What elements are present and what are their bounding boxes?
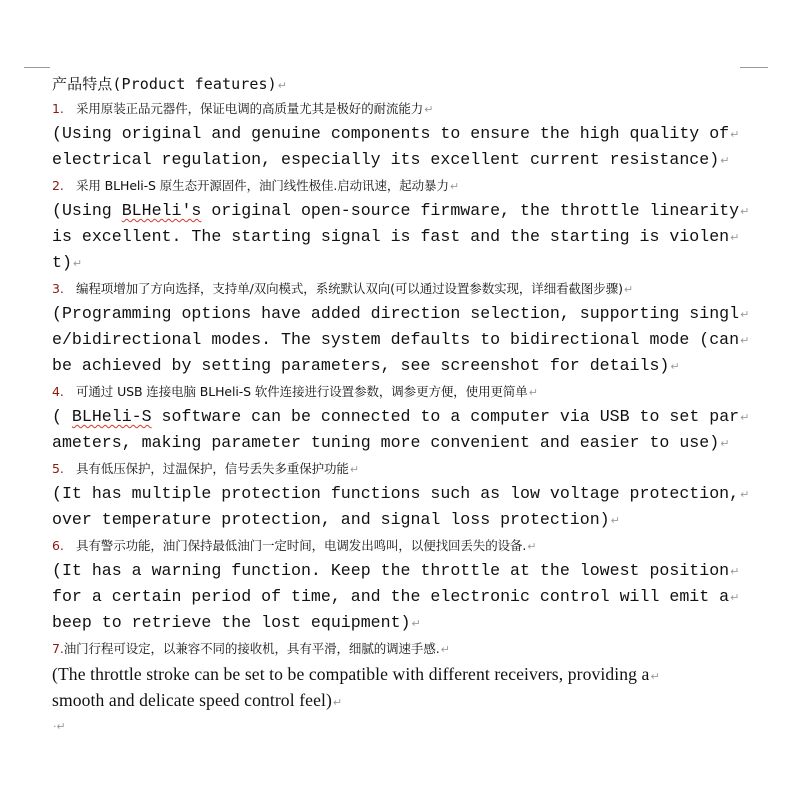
- line-text: (Programming options have added direction selection, supporting singl: [52, 304, 740, 323]
- line-text: over temperature protection, and signal loss protection): [52, 510, 610, 529]
- paragraph-mark-icon: ↵: [670, 360, 680, 373]
- paragraph-mark-icon: ↵: [527, 540, 537, 553]
- paragraph-mark-icon: ↵: [740, 488, 750, 501]
- feature-line-english: [52, 301, 752, 327]
- feature-line-english: [52, 121, 752, 147]
- feature-line-english: [52, 481, 752, 507]
- line-text: e/bidirectional modes. The system defaults to bidirectional mode (can: [52, 330, 740, 349]
- paragraph-mark-icon: ↵: [349, 463, 359, 476]
- line-text: electrical regulation, especially its excellent current resistance): [52, 150, 720, 169]
- line-text: (It has a warning function. Keep the throttle at the lowest position: [52, 561, 730, 580]
- paragraph-mark-icon: ↵: [730, 128, 740, 141]
- line-text: ameters, making parameter tuning more convenient and easier to use): [52, 433, 720, 452]
- paragraph-mark-icon: ↵: [740, 308, 750, 321]
- line-text: 油门行程可设定，以兼容不同的接收机，具有平滑，细腻的调速手感.: [63, 641, 440, 656]
- line-text-start: (Using: [52, 201, 122, 220]
- line-text: t): [52, 253, 72, 272]
- feature-number: 3.: [52, 281, 64, 296]
- feature-line-english: [52, 558, 752, 584]
- end-of-document-line: [52, 713, 752, 738]
- paragraph-mark-icon: ↵: [740, 205, 750, 218]
- feature-line-chinese: [52, 173, 752, 198]
- feature-line-chinese: [52, 533, 752, 558]
- spellcheck-flagged-word: BLHeli-S: [71, 407, 152, 426]
- left-margin-marker: [24, 67, 50, 68]
- feature-number: 2.: [52, 178, 64, 193]
- line-text: beep to retrieve the lost equipment): [52, 613, 411, 632]
- paragraph-mark-icon: ↵: [740, 334, 750, 347]
- line-text: smooth and delicate speed control feel): [52, 690, 332, 710]
- feature-line-english: [52, 147, 752, 173]
- spellcheck-flagged-word: BLHeli's: [121, 201, 202, 220]
- line-text: 可通过 USB 连接电脑 BLHeli-S 软件连接进行设置参数，调参更方便，使用更简单: [76, 384, 528, 399]
- line-text-end: original open-source firmware, the throttle linearity: [201, 201, 740, 220]
- paragraph-mark-icon: ↵: [440, 643, 450, 656]
- feature-line-chinese: [52, 96, 752, 121]
- line-text: be achieved by setting parameters, see screenshot for details): [52, 356, 670, 375]
- feature-line-chinese: [52, 379, 752, 404]
- line-text-start: (: [52, 407, 72, 426]
- end-paragraph-mark-icon: ·↵: [53, 720, 66, 733]
- paragraph-mark-icon: ↵: [730, 591, 740, 604]
- document-heading: [52, 72, 752, 96]
- paragraph-mark-icon: ↵: [528, 386, 538, 399]
- paragraph-mark-icon: ↵: [332, 696, 343, 709]
- feature-line-english: [52, 250, 752, 276]
- line-text: 采用原装正品元器件，保证电调的高质量尤其是极好的耐流能力: [76, 101, 424, 116]
- feature-line-chinese: [52, 636, 752, 661]
- feature-line-english: [52, 353, 752, 379]
- paragraph-mark-icon: ↵: [740, 411, 750, 424]
- line-text: 编程项增加了方向选择，支持单/双向模式，系统默认双向(可以通过设置参数实现，详细看截图步骤): [76, 281, 623, 296]
- paragraph-mark-icon: ↵: [623, 283, 633, 296]
- paragraph-mark-icon: ↵: [72, 257, 83, 270]
- feature-line-english: [52, 661, 752, 687]
- line-text: for a certain period of time, and the electronic control will emit a: [52, 587, 730, 606]
- line-text: 采用 BLHeli-S 原生态开源固件，油门线性极佳.启动讯速，起动暴力: [76, 178, 449, 193]
- feature-line-english: [52, 507, 752, 533]
- feature-line-chinese: [52, 456, 752, 481]
- line-text: (Using original and genuine components to ensure the high quality of: [52, 124, 730, 143]
- paragraph-mark-icon: ↵: [720, 437, 730, 450]
- heading-text: 产品特点(Product features): [52, 75, 277, 93]
- feature-line-english: [52, 610, 752, 636]
- feature-line-chinese: [52, 276, 752, 301]
- paragraph-mark-icon: ↵: [277, 79, 288, 92]
- line-text: 具有低压保护，过温保护，信号丢失多重保护功能: [76, 461, 349, 476]
- paragraph-mark-icon: ↵: [730, 231, 740, 244]
- feature-line-english: [52, 198, 752, 224]
- line-text-end: software can be connected to a computer via USB to set par: [151, 407, 740, 426]
- feature-line-english: [52, 327, 752, 353]
- feature-line-english: [52, 430, 752, 456]
- line-text: is excellent. The starting signal is fast and the starting is violen: [52, 227, 730, 246]
- paragraph-mark-icon: ↵: [720, 154, 730, 167]
- feature-number: 6.: [52, 538, 64, 553]
- right-margin-marker: [740, 67, 768, 68]
- feature-line-english: [52, 687, 752, 713]
- line-text: (It has multiple protection functions such as low voltage protection,: [52, 484, 740, 503]
- line-text: (The throttle stroke can be set to be compatible with different receivers, providing a: [52, 664, 650, 684]
- paragraph-mark-icon: ↵: [730, 565, 740, 578]
- feature-line-english: [52, 224, 752, 250]
- line-text: 具有警示功能，油门保持最低油门一定时间，电调发出鸣叫，以便找回丢失的设备.: [76, 538, 527, 553]
- feature-number: 7.: [52, 641, 64, 656]
- paragraph-mark-icon: ↵: [449, 180, 459, 193]
- document-body: [52, 72, 752, 738]
- paragraph-mark-icon: ↵: [411, 617, 421, 630]
- feature-line-english: [52, 584, 752, 610]
- paragraph-mark-icon: ↵: [424, 103, 434, 116]
- paragraph-mark-icon: ↵: [650, 670, 660, 683]
- feature-number: 4.: [52, 384, 64, 399]
- paragraph-mark-icon: ↵: [610, 514, 620, 527]
- feature-line-english: [52, 404, 752, 430]
- feature-number: 1.: [52, 101, 64, 116]
- feature-number: 5.: [52, 461, 64, 476]
- feature-list: [52, 96, 752, 713]
